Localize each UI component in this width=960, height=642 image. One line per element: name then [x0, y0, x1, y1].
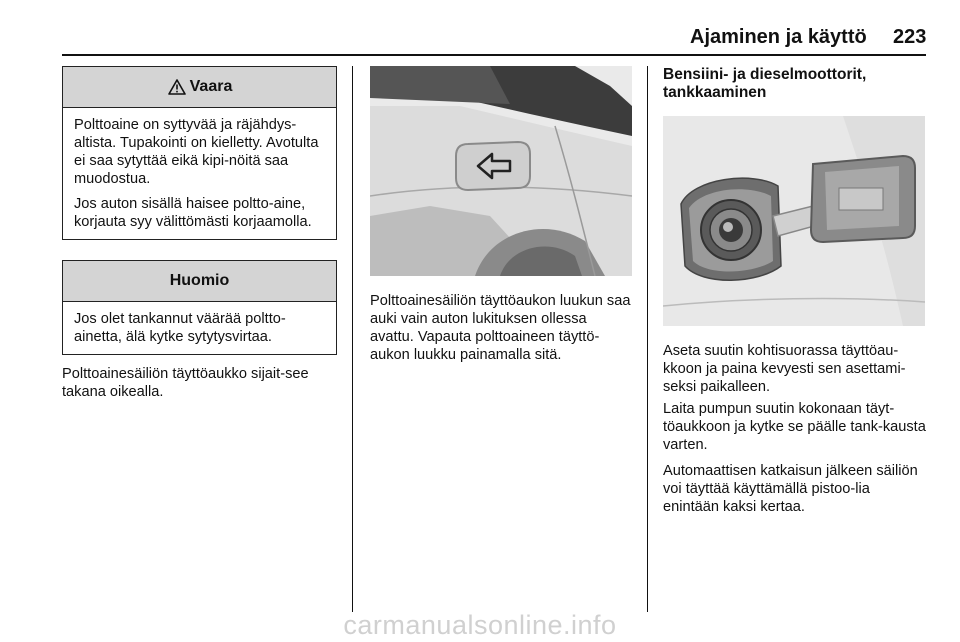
warning-box-header	[63, 67, 336, 108]
note-box-body	[63, 302, 336, 354]
warning-paragraph-1: Polttoaine on syttyvää ja räjähdys-altista. Tupakointi on kielletty. Avotulta ei saa sytyttää eikä kipi-nöitä saa muodostua.	[74, 117, 319, 187]
fuel-filler-location-text: Polttoainesäiliön täyttöaukko sijait-see takana oikealla.	[62, 366, 309, 400]
refuel-paragraph-1: Aseta suutin kohtisuorassa täyttöau-kkoon ja paina kevyesti sen asettami-seksi paikalleen.	[663, 343, 906, 395]
fuel-flap-car-illustration	[370, 66, 632, 276]
warning-paragraph-2: Jos auton sisällä haisee poltto-aine, korjauta syy välittömästi korjaamolla.	[74, 196, 312, 230]
refuel-paragraph-3: Automaattisen katkaisun jälkeen säiliön voi täyttää käyttämällä pistoo-lia enintään kaksi kertaa.	[663, 463, 918, 515]
refuelling-heading: Bensiini- ja dieselmoottorit, tankkaaminen	[663, 66, 867, 101]
refuel-paragraph-2: Laita pumpun suutin kokonaan täyt-töaukkoon ja kytke se päälle tank-kausta varten.	[663, 401, 926, 453]
page-number: 223	[893, 26, 927, 48]
refuelling-nozzle-illustration	[663, 116, 925, 326]
note-box-header	[63, 261, 336, 302]
warning-box-body	[63, 108, 336, 239]
warning-box-heading: Vaara	[189, 78, 233, 95]
note-paragraph-1: Jos olet tankannut väärää poltto-ainetta, älä kytke sytytysvirtaa.	[74, 311, 286, 345]
column-divider-1	[352, 66, 353, 612]
fuel-flap-caption: Polttoainesäiliön täyttöaukon luukun saa auki vain auton lukituksen ollessa avattu. Vapauta polttoaineen täyttö-aukon luukku painamalla sitä.	[370, 293, 631, 363]
header-rule	[62, 54, 926, 56]
column-divider-2	[647, 66, 648, 612]
warning-triangle-icon	[167, 78, 187, 96]
note-box	[62, 260, 337, 355]
warning-box	[62, 66, 337, 240]
page-header-title: Ajaminen ja käyttö	[690, 26, 867, 48]
watermark: carmanualsonline.info	[343, 610, 617, 640]
note-box-heading: Huomio	[169, 272, 230, 289]
